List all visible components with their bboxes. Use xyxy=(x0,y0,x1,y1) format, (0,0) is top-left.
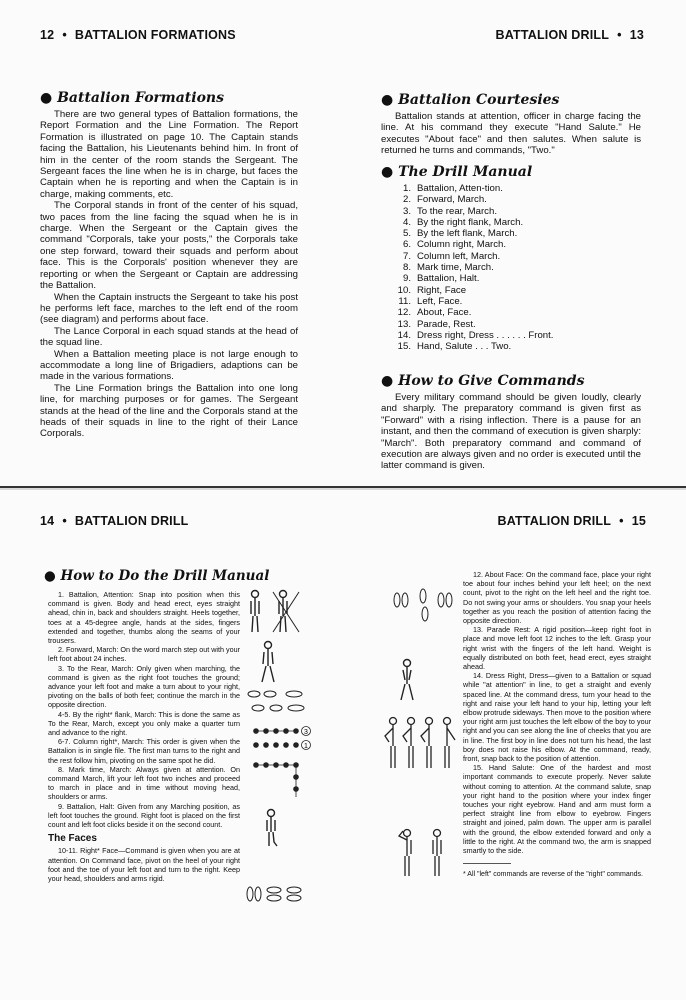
section-title: ● Battalion Courtesies xyxy=(381,92,560,108)
section-body xyxy=(381,111,641,157)
page-number: 12 xyxy=(40,28,55,42)
paragraph: The Corporal stands in front of the center of his squad, two paces from the line facing the squad when he is in charge. When the Sergeant or the Captain gives the command "Corporals, take your posts," the Corporals take one step forward, toward their squads and perform about face. This is the Corporals' position whenever they are reporting or when the Sergeant or Captain are addressing the Battalion. xyxy=(40,200,298,292)
drill-item-text: Battalion, Atten-tion. xyxy=(417,183,503,194)
paragraph: 14. Dress Right, Dress—given to a Battalion or squad while "at attention" in line, to get a straight and evenly spaced line. At the command dress, turn your head to the right and raise your left hand to your hip, letting your left elbow protrude sideways. Then move to the position where your right arm just touches the left elbow of the boy to your right and you can see along the line of cheeks that you are in line. The first boy in line does not turn his head, the last boy does not raise his elbow. At the command, ready, front, snap back to the position of attention. xyxy=(463,671,651,764)
footnote: * All "left" commands are reverse of the "right" commands. xyxy=(463,871,643,879)
paragraph: There are two general types of Battalion formations, the Report Formation and the Line Formation. The Report Formation is illustrated on page 10. The Captain stands facing the Battalion, his Lieutenants behind him. In front of him in the center of the room stands the Sergeant. The Sergeant faces the line when he is in charge, but faces the Captain when he is reporting and when the Captain is in charge, making comments, etc. xyxy=(40,109,298,200)
marching-figure-illustration xyxy=(255,640,281,684)
paragraph: The Lance Corporal in each squad stands at the head of the squad line. xyxy=(40,325,298,349)
paragraph: Every military command should be given loudly, clearly and sharply. The preparatory command is given first as "Forward" with a rising inflection. There is a pause for an instant, and then the command of execution is given sharply: "March". Both preparatory command and command of execution are always given and no order is executed until the latter command is given. xyxy=(381,392,641,472)
section-body xyxy=(48,590,240,883)
page-header-title: BATTALION DRILL xyxy=(74,514,189,528)
drill-item-number: 12. xyxy=(397,307,411,319)
section-body xyxy=(381,392,641,472)
hand-salute-figures-illustration xyxy=(395,828,451,878)
page-header: BATTALION DRILL • 15 xyxy=(497,514,646,528)
page-14 xyxy=(0,490,343,1000)
paragraph: 4-5. By the right* flank, March: This is done the same as To the Rear, March, except you only make a quarter turn and advance to the right. xyxy=(48,709,240,738)
drill-item-number: 11. xyxy=(398,295,411,307)
drill-item-number: 8. xyxy=(402,262,411,274)
page-13 xyxy=(343,0,686,490)
drill-list-item xyxy=(381,251,641,262)
page-15 xyxy=(343,490,686,1000)
drill-manual-section xyxy=(381,164,641,356)
paragraph: 2. Forward, March: On the word march step out with your left foot about 24 inches. xyxy=(48,645,240,664)
section-title: ● Battalion Formations xyxy=(40,90,224,106)
paragraph: 13. Parade Rest: A rigid position—keep right foot in place and move left foot 12 inches to the left. Grasp your right wrist with the fingers of the left hand. Weight is equally distributed on both feet, head erect, eyes straight ahead. xyxy=(463,625,651,672)
section-body xyxy=(463,570,651,880)
faces-subtitle: The Faces xyxy=(48,833,97,845)
drill-item-number: 4. xyxy=(402,216,411,228)
drill-list-item xyxy=(381,206,641,217)
section-title: ● How to Do the Drill Manual xyxy=(44,568,270,584)
drill-list-item xyxy=(381,307,641,318)
drill-item-number: 15. xyxy=(397,341,411,353)
paragraph: 3. To the Rear, March: Only given when marching, the command is given as the right foot touches the ground; advance your left foot and make a turn about to your right, pivoting on the balls of both feet; continue the march in the opposite direction. xyxy=(48,663,240,710)
drill-list-item xyxy=(381,330,641,341)
drill-list-item xyxy=(381,194,641,205)
column-movement-diagram xyxy=(250,725,312,803)
paragraph: 6-7. Column right*, March: This order is given when the Battalion is in single file. The first man turns to the right and the rest follow him, pivoting on the same spot he did. xyxy=(48,737,240,765)
paragraph: 8. Mark time, March: Always given at attention. On command March, lift your left foot two inches and proceed to march in place and in time without moving head, shoulders or arms. xyxy=(48,764,240,802)
drill-item-number: 1. xyxy=(402,183,411,194)
dress-right-figures-illustration xyxy=(383,716,459,772)
drill-item-text: Column left, March. xyxy=(417,250,501,262)
diagram-label-1: 1 xyxy=(304,742,308,750)
page-number: 13 xyxy=(629,28,644,42)
about-face-footprints-illustration xyxy=(391,588,453,622)
page-header-title: BATTALION DRILL xyxy=(495,28,610,42)
paragraph: When a Battalion meeting place is not large enough to accommodate a long line of Brigadiers, adaptions can be made in the various formations. xyxy=(40,348,298,383)
drill-item-text: Mark time, March. xyxy=(417,262,494,274)
page-header: BATTALION DRILL • 13 xyxy=(495,28,644,42)
page-header-title: BATTALION FORMATIONS xyxy=(74,28,236,42)
drill-item-text: By the right flank, March. xyxy=(417,216,524,228)
drill-item-text: Dress right, Dress . . . . . . Front. xyxy=(417,329,554,341)
drill-item-number: 5. xyxy=(402,228,411,240)
drill-list-item xyxy=(381,183,641,194)
drill-item-number: 9. xyxy=(402,273,411,285)
drill-item-text: To the rear, March. xyxy=(417,205,497,217)
paragraph: Battalion stands at attention, officer in charge facing the line. At his command they execute "Hand Salute." He executes "About face" and then salutes. When salute is returned he turns and commands, "Two." xyxy=(381,111,641,157)
paragraph: When the Captain instructs the Sergeant to take his post he performs left face, marches to the left end of the room (see diagram) and performs about face. xyxy=(40,291,298,326)
drill-list-item xyxy=(381,285,641,296)
section-title: ● How to Give Commands xyxy=(381,373,585,389)
courtesies-section xyxy=(381,92,641,157)
page-header: 14 • BATTALION DRILL xyxy=(40,514,189,528)
drill-item-text: Hand, Salute . . . Two. xyxy=(417,341,512,353)
parade-rest-figure-illustration xyxy=(395,658,419,702)
drill-item-text: By the left flank, March. xyxy=(417,228,518,240)
paragraph: 9. Battalion, Halt: Given from any Marching position, as left foot touches the ground. Right foot is placed on the first count and left foot clicks beside it on the second count. xyxy=(48,801,240,830)
drill-item-number: 10. xyxy=(397,284,411,296)
section-title: ● The Drill Manual xyxy=(381,164,533,180)
drill-item-text: About, Face. xyxy=(417,307,472,319)
diagram-label-3: 3 xyxy=(304,728,308,736)
drill-item-number: 3. xyxy=(402,205,411,217)
drill-list-item xyxy=(381,239,641,250)
drill-list-item xyxy=(381,319,641,330)
paragraph: 1. Battalion, Attention: Snap into position when this command is given. Body and head erect, eyes straight ahead, chin in, back and shoulders straight. Heels together, toes at a 45-degree angle, hands at the sides, fingers extended and together, thumbs along the seams of your trousers. xyxy=(48,590,240,646)
paragraph: The Line Formation brings the Battalion into one long line, for marching purposes or for games. The Sergeant stands at the head of the line and the Corporals stand at the heads of their squads in line to the right of their Lance Corporals. xyxy=(40,382,298,440)
drill-item-text: Column right, March. xyxy=(417,239,507,251)
how-to-section xyxy=(44,568,309,587)
paragraph: 10-11. Right* Face—Command is given when you are at attention. On Command face, pivot on the heel of your right foot and the toe of your left foot and turn to the right. Keep your head, shoulders and arms rigid. xyxy=(48,846,240,884)
drill-list-item xyxy=(381,296,641,307)
drill-list-item xyxy=(381,262,641,273)
drill-item-text: Right, Face xyxy=(417,284,467,296)
drill-item-number: 13. xyxy=(397,318,411,330)
drill-item-number: 2. xyxy=(402,194,411,206)
drill-item-number: 7. xyxy=(402,250,411,262)
page-header-title: BATTALION DRILL xyxy=(497,514,612,528)
page-12 xyxy=(0,0,343,490)
drill-list-item xyxy=(381,341,641,352)
mark-time-figure-illustration xyxy=(260,808,282,848)
paragraph: 15. Hand Salute: One of the hardest and most important commands to execute properly. Never salute without coming to attention. At the command salute, snap your right hand to the position where your index finger touches your right eyebrow. Hand and arm must form a perfect straight line from elbow to eyebrow. Fingers straight and joined, palm down. The upper arm is parallel with the ground, the elbow extended forward and only a little to the right. At the command two, the arm is snapped smartly to the side. xyxy=(463,763,651,856)
drill-list-item xyxy=(381,273,641,284)
page-header: 12 • BATTALION FORMATIONS xyxy=(40,28,236,42)
commands-section xyxy=(381,373,641,472)
drill-item-text: Battalion, Halt. xyxy=(417,273,480,285)
drill-list-item xyxy=(381,217,641,228)
page-number: 14 xyxy=(40,514,55,528)
drill-item-text: Forward, March. xyxy=(417,194,487,206)
drill-item-number: 6. xyxy=(402,239,411,251)
drill-list xyxy=(381,183,641,352)
attention-figures-illustration xyxy=(243,588,303,636)
paragraph: 12. About Face: On the command face, place your right toe about four inches behind your left heel; on the next count, pivot to the right on the left heel and the right toe. Do not swing your arms or shoulders. You snap your heels together as you reach the position of attention facing the opposite direction. xyxy=(463,570,651,626)
drill-item-number: 14. xyxy=(397,329,411,341)
right-face-footprints-illustration xyxy=(244,882,306,906)
formations-section xyxy=(40,90,298,440)
footsteps-illustration xyxy=(246,686,308,716)
drill-item-text: Left, Face. xyxy=(417,295,463,307)
drill-list-item xyxy=(381,228,641,239)
section-body xyxy=(40,109,298,440)
drill-item-text: Parade, Rest. xyxy=(417,318,476,330)
page-number: 15 xyxy=(631,514,646,528)
